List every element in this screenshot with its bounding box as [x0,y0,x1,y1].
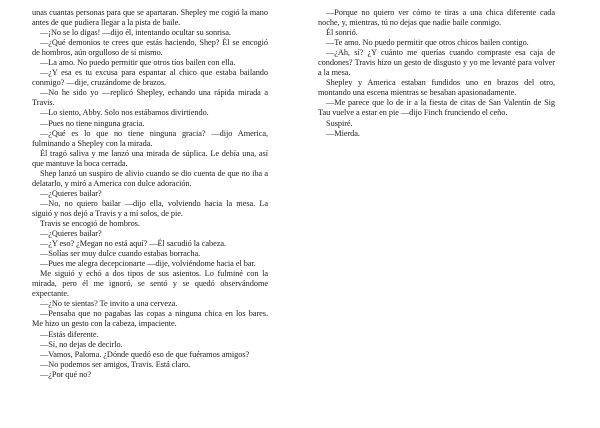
paragraph: —¿No te sientas? Te invito a una cerveza. [40,299,178,309]
paragraph: —¿Quieres bailar? [40,229,102,239]
paragraph: —Sí, no dejas de decirlo. [40,339,123,349]
paragraph: —Pensaba que no pagabas las copas a ninguna chica en los bares. Me hizo un gesto con la cabeza, impaciente. [32,309,268,329]
paragraph: —¿Qué es lo que no tiene ninguna gracia? —dijo America, fulminando a Shepley con la mirada. [32,128,268,148]
paragraph: —Mierda. [326,128,360,138]
paragraph: Me siguió y echó a dos tipos de sus asientos. Lo fulminé con la mirada, pero él me ignoró, se sentó y se quedó observándome expectante. [32,269,268,299]
paragraph: —¿Por qué no? [40,369,91,379]
paragraph: Él sonrió. [326,28,358,38]
paragraph: Shepley y America estaban fundidos uno en brazos del otro, montando una escena mientras se besaban apasionadamente. [318,78,555,98]
paragraph: Suspiré. [326,118,353,128]
paragraph: Shep lanzó un suspiro de alivio cuando se dio cuenta de que no iba a delatarlo, y miró a America con dulce adoración. [32,168,268,188]
paragraph: —Solías ser muy dulce cuando estabas borracha. [40,249,201,259]
paragraph: —¿Y eso? ¿Megan no está aquí? —Él sacudió la cabeza. [40,239,226,249]
paragraph: —Pues me alegra decepcionarte —dije, volviéndome hacia el bar. [40,259,256,269]
paragraph: —¿Qué demonios te crees que estás haciendo, Shep? Él se encogió de hombros, aún orgulloso de sí mismo. [32,38,268,58]
paragraph: —¿Ah, sí? ¿Y cuánto me querías cuando compraste esa caja de condones? Travis hizo un gesto de disgusto y yo me levanté para volver a la mesa. [318,48,555,78]
paragraph: —¡No se lo digas! —dijo él, intentando ocultar su sonrisa. [40,28,231,38]
paragraph: —Estás diferente. [40,329,99,339]
paragraph: —Pues no tiene ninguna gracia. [40,118,145,128]
paragraph: Travis se encogió de hombros. [40,218,140,228]
left-page [32,8,268,380]
paragraph: —La amo. No puedo permitir que otros tíos bailen con ella. [40,58,236,68]
paragraph: unas cuantas personas para que se apartaran. Shepley me cogió la mano antes de que pudiera llegar a la pista de baile. [32,8,268,28]
paragraph: —No he sido yo —replicó Shepley, echando una rápida mirada a Travis. [32,88,268,108]
paragraph: —Me parece que lo de ir a la fiesta de citas de San Valentín de Sig Tau vuelve a estar en pie —dijo Finch frunciendo el ceño. [318,98,555,118]
paragraph: —No, no quiero bailar —dijo ella, volviendo hacia la mesa. La siguió y nos dejó a Travis y a mí solos, de pie. [32,198,268,218]
paragraph: —¿Y esa es tu excusa para espantar al chico que estaba bailando conmigo? —dije, cruzándome de brazos. [32,68,268,88]
paragraph: Él tragó saliva y me lanzó una mirada de súplica. Le debía una, así que mantuve la boca cerrada. [32,148,268,168]
right-page [318,8,555,139]
paragraph: —Porque no quiero ver cómo te tiras a una chica diferente cada noche, y, mientras, tú no dejas que nadie baile conmigo. [318,8,555,28]
paragraph: —¿Quieres bailar? [40,188,102,198]
paragraph: —Lo siento, Abby. Solo nos estábamos divirtiendo. [40,108,209,118]
paragraph: —Te amo. No puedo permitir que otros chicos bailen contigo. [326,38,529,48]
paragraph: —Vamos, Paloma. ¿Dónde quedó eso de que fuéramos amigos? [40,349,250,359]
paragraph: —No podemos ser amigos, Travis. Está claro. [40,359,191,369]
